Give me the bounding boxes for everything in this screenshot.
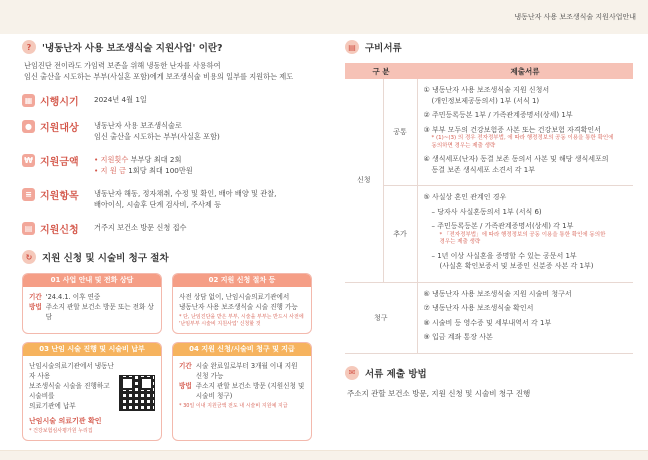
qr-code-icon[interactable]: [119, 375, 155, 411]
intro-description: 난임진단 전이라도 가임력 보존을 위해 냉동한 난자를 사용하여 임신 출산을 시도하는 부부(사실혼 포함)에게 보조생식술 비용의 일부를 지원하는 제도: [24, 61, 294, 81]
submit-title: ✉ 서류 제출 방법: [345, 366, 633, 380]
docs-title: ▤ 구비서류: [345, 40, 633, 54]
submit-description: 주소지 관할 보건소 방문, 지원 신청 및 시술비 청구 진행: [347, 388, 531, 398]
right-column: [345, 40, 633, 399]
intro-title: ? '냉동난자 사용 보조생식술 지원사업' 이란?: [22, 40, 318, 54]
person-icon: ●: [22, 120, 35, 133]
info-amount: ₩ 지원금액 • 지원횟수 부부당 최대 2회 • 지 원 금 1회당 최대 100만원: [22, 153, 318, 176]
left-column: [22, 40, 318, 441]
info-start: ▦ 시행시기 2024년 4월 1일: [22, 93, 318, 108]
info-target: ● 지원대상 냉동난자 사용 보조생식술로 임신 출산을 시도하는 부부(사실혼 포함): [22, 119, 318, 142]
question-circle-icon: ?: [22, 40, 36, 54]
col-documents: 제출서류: [417, 63, 633, 79]
coin-icon: ₩: [22, 154, 35, 167]
step-card-3: 03 난임 시술 진행 및 시술비 납부 난임시술의료기관에서 냉동난자 사용 보조생식술 시술을 진행하고 시술비를 의료기관에 납부 난임시술 의료기관 확인 * 건강보험심사평가원 누리집: [22, 342, 162, 441]
calendar-icon: ▦: [22, 94, 35, 107]
top-banner: [0, 0, 648, 34]
col-category: 구 분: [345, 63, 417, 79]
clipboard-icon: ▤: [22, 222, 35, 235]
step-card-2: 02 지원 신청 절차 등 사전 상담 없이, 난임시술의료기관에서 냉동난자 사용 보조생식술 시술 진행 가능 * 단, 난임진단을 받은 부부, 시술을 부부는 반드시 사전에 '난임부부 시술비 지원사업' 신청할 것: [172, 273, 312, 334]
info-items: ≡ 지원항목 냉동난자 해동, 정자채취, 수정 및 확인, 배아 배양 및 관찰, 배아이식, 시술후 단계 검사비, 주사제 등: [22, 187, 318, 210]
bottom-banner: [0, 450, 648, 460]
step-card-4: 04 지원 신청/시술비 청구 및 지급 기간 시술 완료일로부터 3개월 이내 지원 신청 가능 방법 주소지 관할 보건소 방문 (지원신청 및 시술비 청구) * 30일 이내 지원금액 전도 내 시술비 지원예 지급: [172, 342, 312, 441]
docs-table: [345, 63, 633, 354]
common-docs: ① 냉동난자 사용 보조생식술 지원 신청서 (개인정보제공동의서) 1부 (서식 1) ② 주민등록등본 1부 / 가족관계증명서(상세) 1부 ③ 부부 모두의 건강보험증 사본 또는 건강보험 자격확인서 * (1)~(3) 의 경우 전자정부법, 에 따라 행정정보의 공동 이용을 통한 확인에 동의하면 경우는 제출 생략 ④ 생식세포(난자) 동결 보존 동의서 사본 및 해당 생식세포의 동결 보존 생식세포 소견서 각 1부: [417, 79, 633, 186]
table-row: 추가 ⑤ 사실상 혼인 관계인 경우 – 당자사 사실혼동의서 1부 (서식 6) – 주민등록등본 / 가족관계증명서(상세) 각 1부 * 「전자정부법」에 따라 행정정보의 공동 이용을 통한 확인에 동의한 경우는 제출 생략 – 1년 이상 사실혼을 증명할 수 있는 공문서 1부 (사실혼 확인보증서 및 보증인 신분증 사본 각 1부): [345, 186, 633, 283]
table-row: 신청 공통 ① 냉동난자 사용 보조생식술 지원 신청서 (개인정보제공동의서) 1부 (서식 1) ② 주민등록등본 1부 / 가족관계증명서(상세) 1부 ③ 부부 모두의 건강보험증 사본 또는 건강보험 자격확인서 * (1)~(3) 의 경우 전자정부법, 에 따라 행정정보의 공동 이용을 통한 확인에 동의하면 경우는 제출 생략 ④ 생식세포(난자) 동결 보존 동의서 사본 및 해당 생식세포의 동결 보존 생식세포 소견서 각 1부: [345, 79, 633, 186]
list-icon: ≡: [22, 188, 35, 201]
document-icon: ▤: [345, 40, 359, 54]
flow-icon: ↻: [22, 250, 36, 264]
claim-docs: ⑥ 냉동난자 사용 보조생식술 지원 시술비 청구서 ⑦ 냉동난자 사용 보조생식술 확인서 ⑧ 시술비 등 영수증 및 세부내역서 각 1부 ⑨ 입금 계좌 통장 사본: [417, 282, 633, 353]
step-card-1: 01 사업 안내 및 전화 상담 기간 '24.4.1. 이후 연중 방법 주소지 관할 보건소 방문 또는 전화 상담: [22, 273, 162, 334]
table-row: 청구 ⑥ 냉동난자 사용 보조생식술 지원 시술비 청구서 ⑦ 냉동난자 사용 보조생식술 확인서 ⑧ 시술비 등 영수증 및 세부내역서 각 1부 ⑨ 입금 계좌 통장 사본: [345, 282, 633, 353]
header-title: 냉동난자 사용 보조생식술 지원사업안내: [514, 13, 636, 21]
process-grid: [22, 273, 318, 441]
extra-docs: ⑤ 사실상 혼인 관계인 경우 – 당자사 사실혼동의서 1부 (서식 6) – 주민등록등본 / 가족관계증명서(상세) 각 1부 * 「전자정부법」에 따라 행정정보의 공동 이용을 통한 확인에 동의한 경우는 제출 생략 – 1년 이상 사실혼을 증명할 수 있는 공문서 1부 (사실혼 확인보증서 및 보증인 신분증 사본 각 1부): [417, 186, 633, 283]
info-apply: ▤ 지원신청 거주지 보건소 방문 신청 접수: [22, 221, 318, 236]
mail-icon: ✉: [345, 366, 359, 380]
process-title: ↻ 지원 신청 및 시술비 청구 절차: [22, 250, 318, 264]
